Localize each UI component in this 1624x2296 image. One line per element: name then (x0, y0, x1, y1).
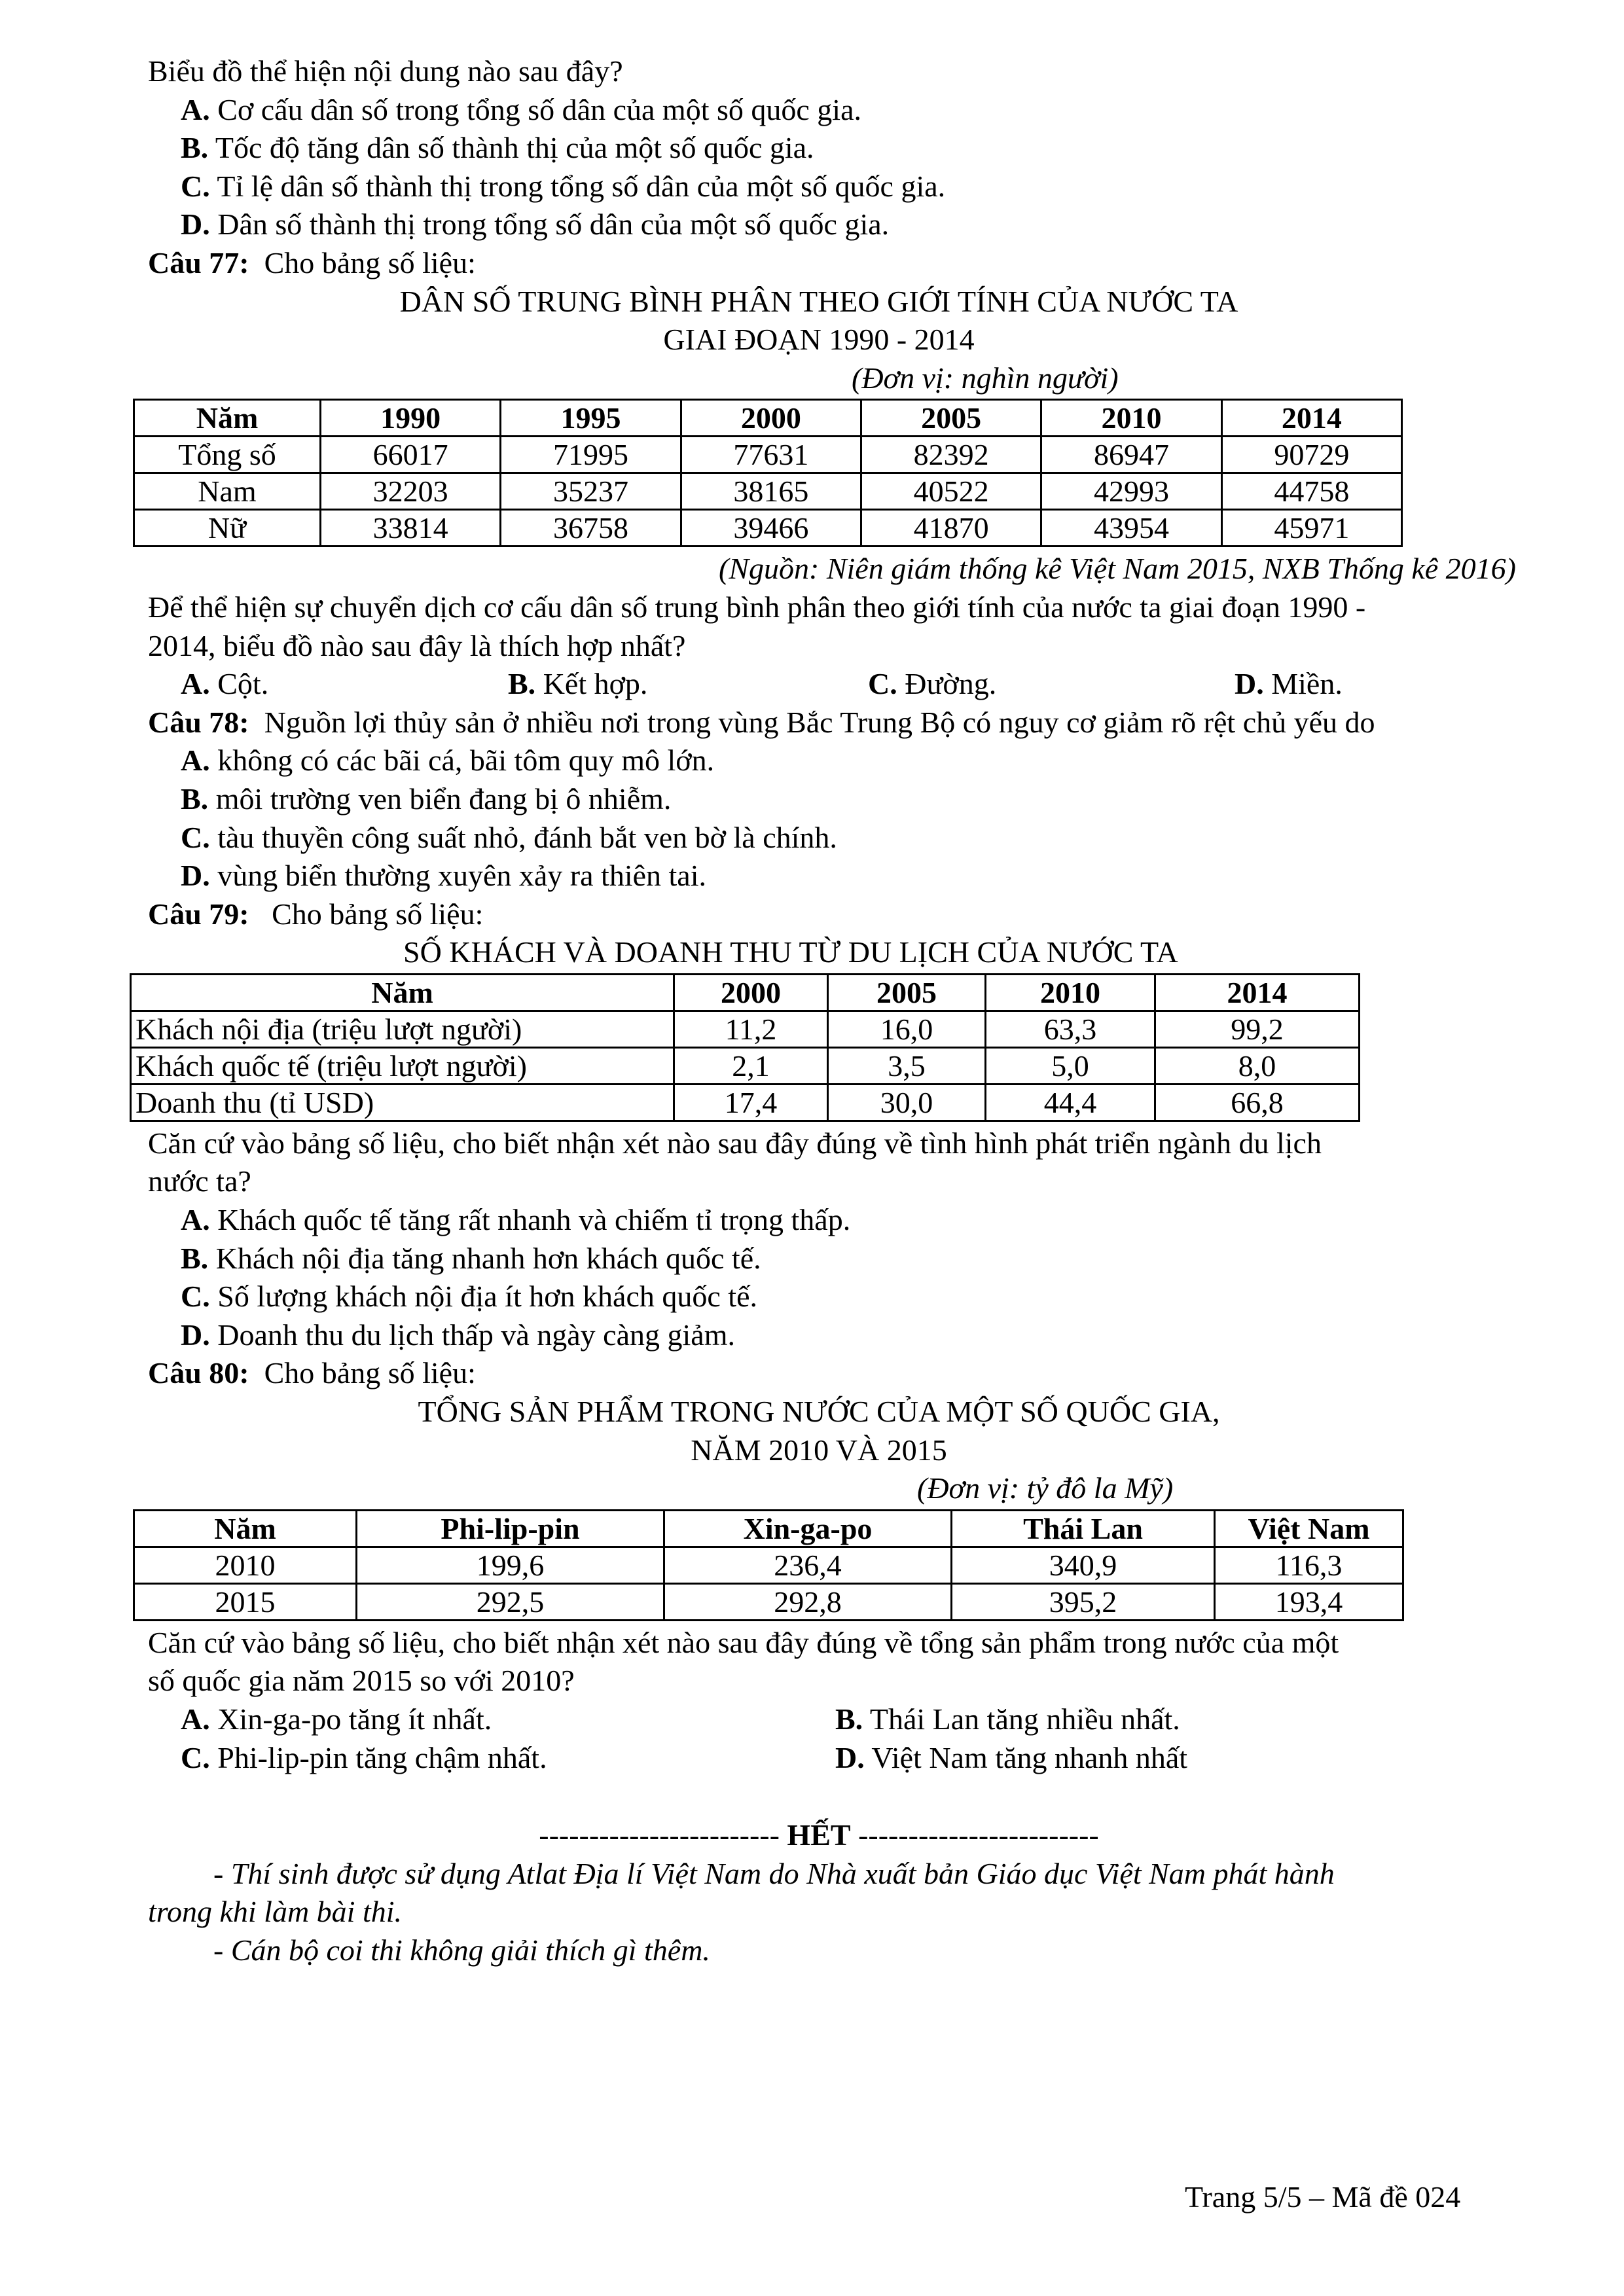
q77-table-title: DÂN SỐ TRUNG BÌNH PHÂN THEO GIỚI TÍNH CỦA NƯỚC TA (399, 284, 1238, 318)
table-row (134, 437, 1402, 473)
table-header-row (131, 974, 1360, 1011)
q77-question-line2: 2014, biểu đồ nào sau đây là thích hợp nhất? (148, 628, 686, 662)
q77-header: Câu 77: Cho bảng số liệu: (148, 245, 476, 279)
q79-table (130, 973, 1360, 1122)
end-marker: ------------------------ HẾT ------------------------ (539, 1818, 1099, 1852)
q77-option-c: C. Đường. (868, 667, 997, 701)
table-cell: 2005 (828, 974, 986, 1011)
table-cell: 2015 (134, 1583, 357, 1620)
table-cell: 236,4 (664, 1547, 952, 1583)
q76-stem: Biểu đồ thể hiện nội dung nào sau đây? (148, 54, 623, 88)
table-row (131, 1011, 1360, 1047)
table-cell: 199,6 (357, 1547, 664, 1583)
q80-question-line1: Căn cứ vào bảng số liệu, cho biết nhận xét nào sau đây đúng về tổng sản phẩm trong nước của một (148, 1625, 1339, 1659)
table-cell: 40522 (861, 473, 1041, 510)
table-row (131, 1084, 1360, 1121)
table-cell: 8,0 (1155, 1047, 1360, 1084)
page-footer: Trang 5/5 – Mã đề 024 (1185, 2180, 1461, 2214)
q80-header: Câu 80: Cho bảng số liệu: (148, 1356, 476, 1390)
table-header-row (134, 1510, 1403, 1547)
table-cell: 395,2 (952, 1583, 1215, 1620)
q78-option-c: C. tàu thuyền công suất nhỏ, đánh bắt ven bờ là chính. (181, 820, 837, 854)
table-cell: Doanh thu (tỉ USD) (131, 1084, 674, 1121)
q77-option-d: D. Miền. (1235, 667, 1343, 701)
table-cell: 63,3 (986, 1011, 1155, 1047)
table-cell: Nam (134, 473, 321, 510)
q76-option-a: A. Cơ cấu dân số trong tổng số dân của một số quốc gia. (181, 92, 862, 126)
table-cell: 11,2 (674, 1011, 828, 1047)
table-cell: 17,4 (674, 1084, 828, 1121)
q80-table-title: TỔNG SẢN PHẨM TRONG NƯỚC CỦA MỘT SỐ QUỐC GIA, (418, 1395, 1220, 1429)
table-cell: 2000 (674, 974, 828, 1011)
table-cell: 193,4 (1215, 1583, 1403, 1620)
note-1-line2: trong khi làm bài thi. (148, 1895, 403, 1929)
table-cell: 292,5 (357, 1583, 664, 1620)
table-cell: 292,8 (664, 1583, 952, 1620)
q76-option-c: C. Tỉ lệ dân số thành thị trong tổng số dân của một số quốc gia. (181, 169, 946, 203)
table-cell: 16,0 (828, 1011, 986, 1047)
table-cell: Nữ (134, 510, 321, 547)
q77-unit: (Đơn vị: nghìn người) (852, 361, 1119, 395)
q78-option-a: A. không có các bãi cá, bãi tôm quy mô lớn. (181, 744, 715, 778)
q79-option-b: B. Khách nội địa tăng nhanh hơn khách quốc tế. (181, 1241, 761, 1275)
table-cell: 340,9 (952, 1547, 1215, 1583)
q79-option-d: D. Doanh thu du lịch thấp và ngày càng giảm. (181, 1318, 735, 1352)
table-cell: 38165 (681, 473, 861, 510)
table-cell: 35237 (501, 473, 681, 510)
table-cell: 77631 (681, 437, 861, 473)
table-cell: 2014 (1221, 400, 1401, 437)
q80-option-c: C. Phi-lip-pin tăng chậm nhất. (181, 1740, 547, 1774)
q80-table (133, 1509, 1404, 1621)
q79-question-line2: nước ta? (148, 1164, 251, 1198)
table-cell: Việt Nam (1215, 1510, 1403, 1547)
q77-option-a: A. Cột. (181, 667, 269, 701)
table-cell: 66017 (321, 437, 501, 473)
table-cell: Năm (131, 974, 674, 1011)
table-row (134, 473, 1402, 510)
q79-option-c: C. Số lượng khách nội địa ít hơn khách quốc tế. (181, 1280, 757, 1314)
table-cell: 5,0 (986, 1047, 1155, 1084)
table-cell: 2,1 (674, 1047, 828, 1084)
table-header-row (134, 400, 1402, 437)
q76-option-b: B. Tốc độ tăng dân số thành thị của một số quốc gia. (181, 131, 814, 165)
q80-options-row1 (148, 1700, 1490, 1739)
table-cell: Tổng số (134, 437, 321, 473)
table-cell: Thái Lan (952, 1510, 1215, 1547)
table-row (134, 510, 1402, 547)
q80-question-line2: số quốc gia năm 2015 so với 2010? (148, 1664, 575, 1698)
table-cell: 3,5 (828, 1047, 986, 1084)
table-cell: 2005 (861, 400, 1041, 437)
table-cell: Năm (134, 1510, 357, 1547)
table-cell: 2010 (1041, 400, 1221, 437)
table-cell: 30,0 (828, 1084, 986, 1121)
q78-option-d: D. vùng biển thường xuyên xảy ra thiên tai. (181, 859, 706, 893)
q79-header: Câu 79: Cho bảng số liệu: (148, 897, 484, 931)
table-cell: 90729 (1221, 437, 1401, 473)
table-row (131, 1047, 1360, 1084)
q76-option-d: D. Dân số thành thị trong tổng số dân của một số quốc gia. (181, 207, 890, 242)
table-cell: 71995 (501, 437, 681, 473)
q79-question-line1: Căn cứ vào bảng số liệu, cho biết nhận xét nào sau đây đúng về tình hình phát triển ngành du lịch (148, 1126, 1322, 1160)
table-cell: Khách nội địa (triệu lượt người) (131, 1011, 674, 1047)
table-cell: 44,4 (986, 1084, 1155, 1121)
table-cell: 45971 (1221, 510, 1401, 547)
table-cell: 33814 (321, 510, 501, 547)
table-cell: 82392 (861, 437, 1041, 473)
q80-unit: (Đơn vị: tỷ đô la Mỹ) (917, 1471, 1174, 1505)
table-cell: 116,3 (1215, 1547, 1403, 1583)
q77-table-subtitle: GIAI ĐOẠN 1990 - 2014 (663, 323, 975, 357)
note-2: - Cán bộ coi thi không giải thích gì thêm. (213, 1933, 710, 1967)
table-cell: 2000 (681, 400, 861, 437)
table-row (134, 1583, 1403, 1620)
table-cell: Phi-lip-pin (357, 1510, 664, 1547)
q77-source: (Nguồn: Niên giám thống kê Việt Nam 2015, NXB Thống kê 2016) (719, 552, 1516, 586)
table-cell: 1995 (501, 400, 681, 437)
table-cell: Xin-ga-po (664, 1510, 952, 1547)
q80-table-subtitle: NĂM 2010 VÀ 2015 (691, 1433, 947, 1467)
table-cell: Khách quốc tế (triệu lượt người) (131, 1047, 674, 1084)
q79-table-title: SỐ KHÁCH VÀ DOANH THU TỪ DU LỊCH CỦA NƯỚC TA (403, 935, 1178, 969)
table-cell: 42993 (1041, 473, 1221, 510)
q80-option-d: D. Việt Nam tăng nhanh nhất (835, 1740, 1188, 1774)
exam-page (135, 52, 1516, 1970)
q80-options-row2 (148, 1739, 1490, 1778)
table-cell: 1990 (321, 400, 501, 437)
q77-options (148, 665, 1490, 704)
q80-option-b: B. Thái Lan tăng nhiều nhất. (835, 1702, 1180, 1736)
table-cell: 99,2 (1155, 1011, 1360, 1047)
q77-table (133, 399, 1403, 547)
q78-option-b: B. môi trường ven biển đang bị ô nhiễm. (181, 781, 672, 816)
table-cell: 32203 (321, 473, 501, 510)
note-1-line1: - Thí sinh được sử dụng Atlat Địa lí Việt Nam do Nhà xuất bản Giáo dục Việt Nam phát hành (213, 1856, 1335, 1890)
table-cell: 39466 (681, 510, 861, 547)
q77-question-line1: Để thể hiện sự chuyển dịch cơ cấu dân số trung bình phân theo giới tính của nước ta giai đoạn 1990 - (148, 590, 1366, 624)
table-cell: 2010 (986, 974, 1155, 1011)
q80-option-a: A. Xin-ga-po tăng ít nhất. (181, 1702, 492, 1736)
table-cell: 66,8 (1155, 1084, 1360, 1121)
table-cell: 43954 (1041, 510, 1221, 547)
table-cell: Năm (134, 400, 321, 437)
table-cell: 2010 (134, 1547, 357, 1583)
table-cell: 44758 (1221, 473, 1401, 510)
table-cell: 86947 (1041, 437, 1221, 473)
table-cell: 36758 (501, 510, 681, 547)
table-row (134, 1547, 1403, 1583)
table-cell: 41870 (861, 510, 1041, 547)
q78-stem: Câu 78: Nguồn lợi thủy sản ở nhiều nơi trong vùng Bắc Trung Bộ có nguy cơ giảm rõ rệt chủ yếu do (148, 705, 1375, 739)
q79-option-a: A. Khách quốc tế tăng rất nhanh và chiếm tỉ trọng thấp. (181, 1203, 851, 1237)
table-cell: 2014 (1155, 974, 1360, 1011)
q77-option-b: B. Kết hợp. (508, 667, 648, 701)
